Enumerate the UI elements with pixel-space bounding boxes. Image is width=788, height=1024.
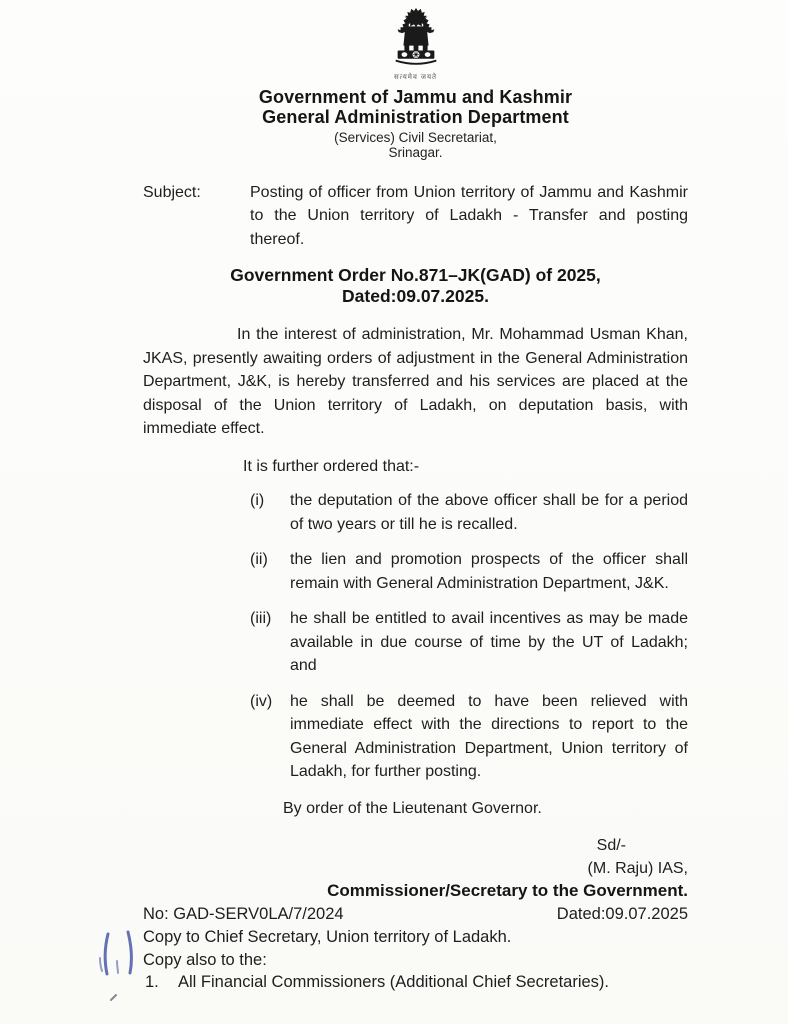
subject-label: Subject: [143, 183, 201, 201]
ordered-intro: It is further ordered that:- [243, 457, 420, 475]
ordered-item-number: (ii) [250, 551, 268, 568]
emblem-motto: सत्यमेव जयते [393, 73, 438, 81]
copy-also-line: Copy also to the: [143, 950, 267, 969]
copy-item-number: 1. [145, 973, 159, 991]
org-title: Government of Jammu and Kashmir [258, 86, 573, 107]
order-number-line: Government Order No.871–JK(GAD) of 2025, [230, 265, 601, 285]
order-date-line: Dated:09.07.2025. [342, 286, 489, 306]
signature-block [143, 834, 688, 902]
ordered-conditions-list [143, 489, 688, 784]
ordered-item [143, 690, 688, 784]
ordered-item-text: the lien and promotion prospects of the officer shall remain with General Administration Department, J&K. [290, 551, 688, 592]
subject-text: Posting of officer from Union territory of Jammu and Kashmir to the Union territory of Ladakh - Transfer and posting thereof. [250, 183, 688, 248]
emblem-block [143, 0, 688, 82]
copy-list-item [143, 971, 688, 994]
reference-date: Dated:09.07.2025 [556, 905, 688, 923]
ordered-item [143, 548, 688, 595]
ordered-item-number: (i) [250, 492, 265, 509]
city-line: Srinagar. [388, 144, 443, 160]
ordered-item [143, 607, 688, 678]
lion-capital-emblem-icon [385, 7, 447, 65]
subject-block [143, 181, 688, 252]
ordered-item [143, 489, 688, 536]
signature-sd: Sd/- [596, 837, 626, 854]
signatory-designation: Commissioner/Secretary to the Government. [327, 881, 688, 900]
reference-number: No: GAD-SERV0LA/7/2024 [143, 905, 344, 923]
copy-to-line: Copy to Chief Secretary, Union territory of Ladakh. [143, 928, 512, 946]
ordered-item-text: he shall be deemed to have been relieved with immediate effect with the directions to report to the General Administration Department, Union territory of Ladakh, for further posting. [290, 692, 688, 780]
reference-row [143, 903, 688, 926]
ordered-item-number: (iii) [250, 610, 272, 627]
ordered-item-number: (iv) [250, 692, 273, 710]
ordered-item-text: the deputation of the above officer shall be for a period of two years or till he is recalled. [290, 492, 688, 533]
blue-ink-pen-mark [86, 928, 146, 1006]
office-line: (Services) Civil Secretariat, [334, 129, 497, 145]
order-body-paragraph: In the interest of administration, Mr. Mohammad Usman Khan, JKAS, presently awaiting orders of adjustment in the General Administration Department, J&K, is hereby transferred and his services are placed at the disposal of the Union territory of Ladakh, on deputation basis, with immediate effect. [143, 326, 688, 437]
by-order-line: By order of the Lieutenant Governor. [283, 799, 542, 817]
signatory-name: (M. Raju) IAS, [587, 860, 688, 877]
ordered-item-text: he shall be entitled to avail incentives as may be made available in due course of time by the UT of Ladakh; and [290, 610, 688, 674]
copy-item-text: All Financial Commissioners (Additional Chief Secretaries). [178, 973, 609, 991]
department-title: General Administration Department [262, 106, 569, 127]
